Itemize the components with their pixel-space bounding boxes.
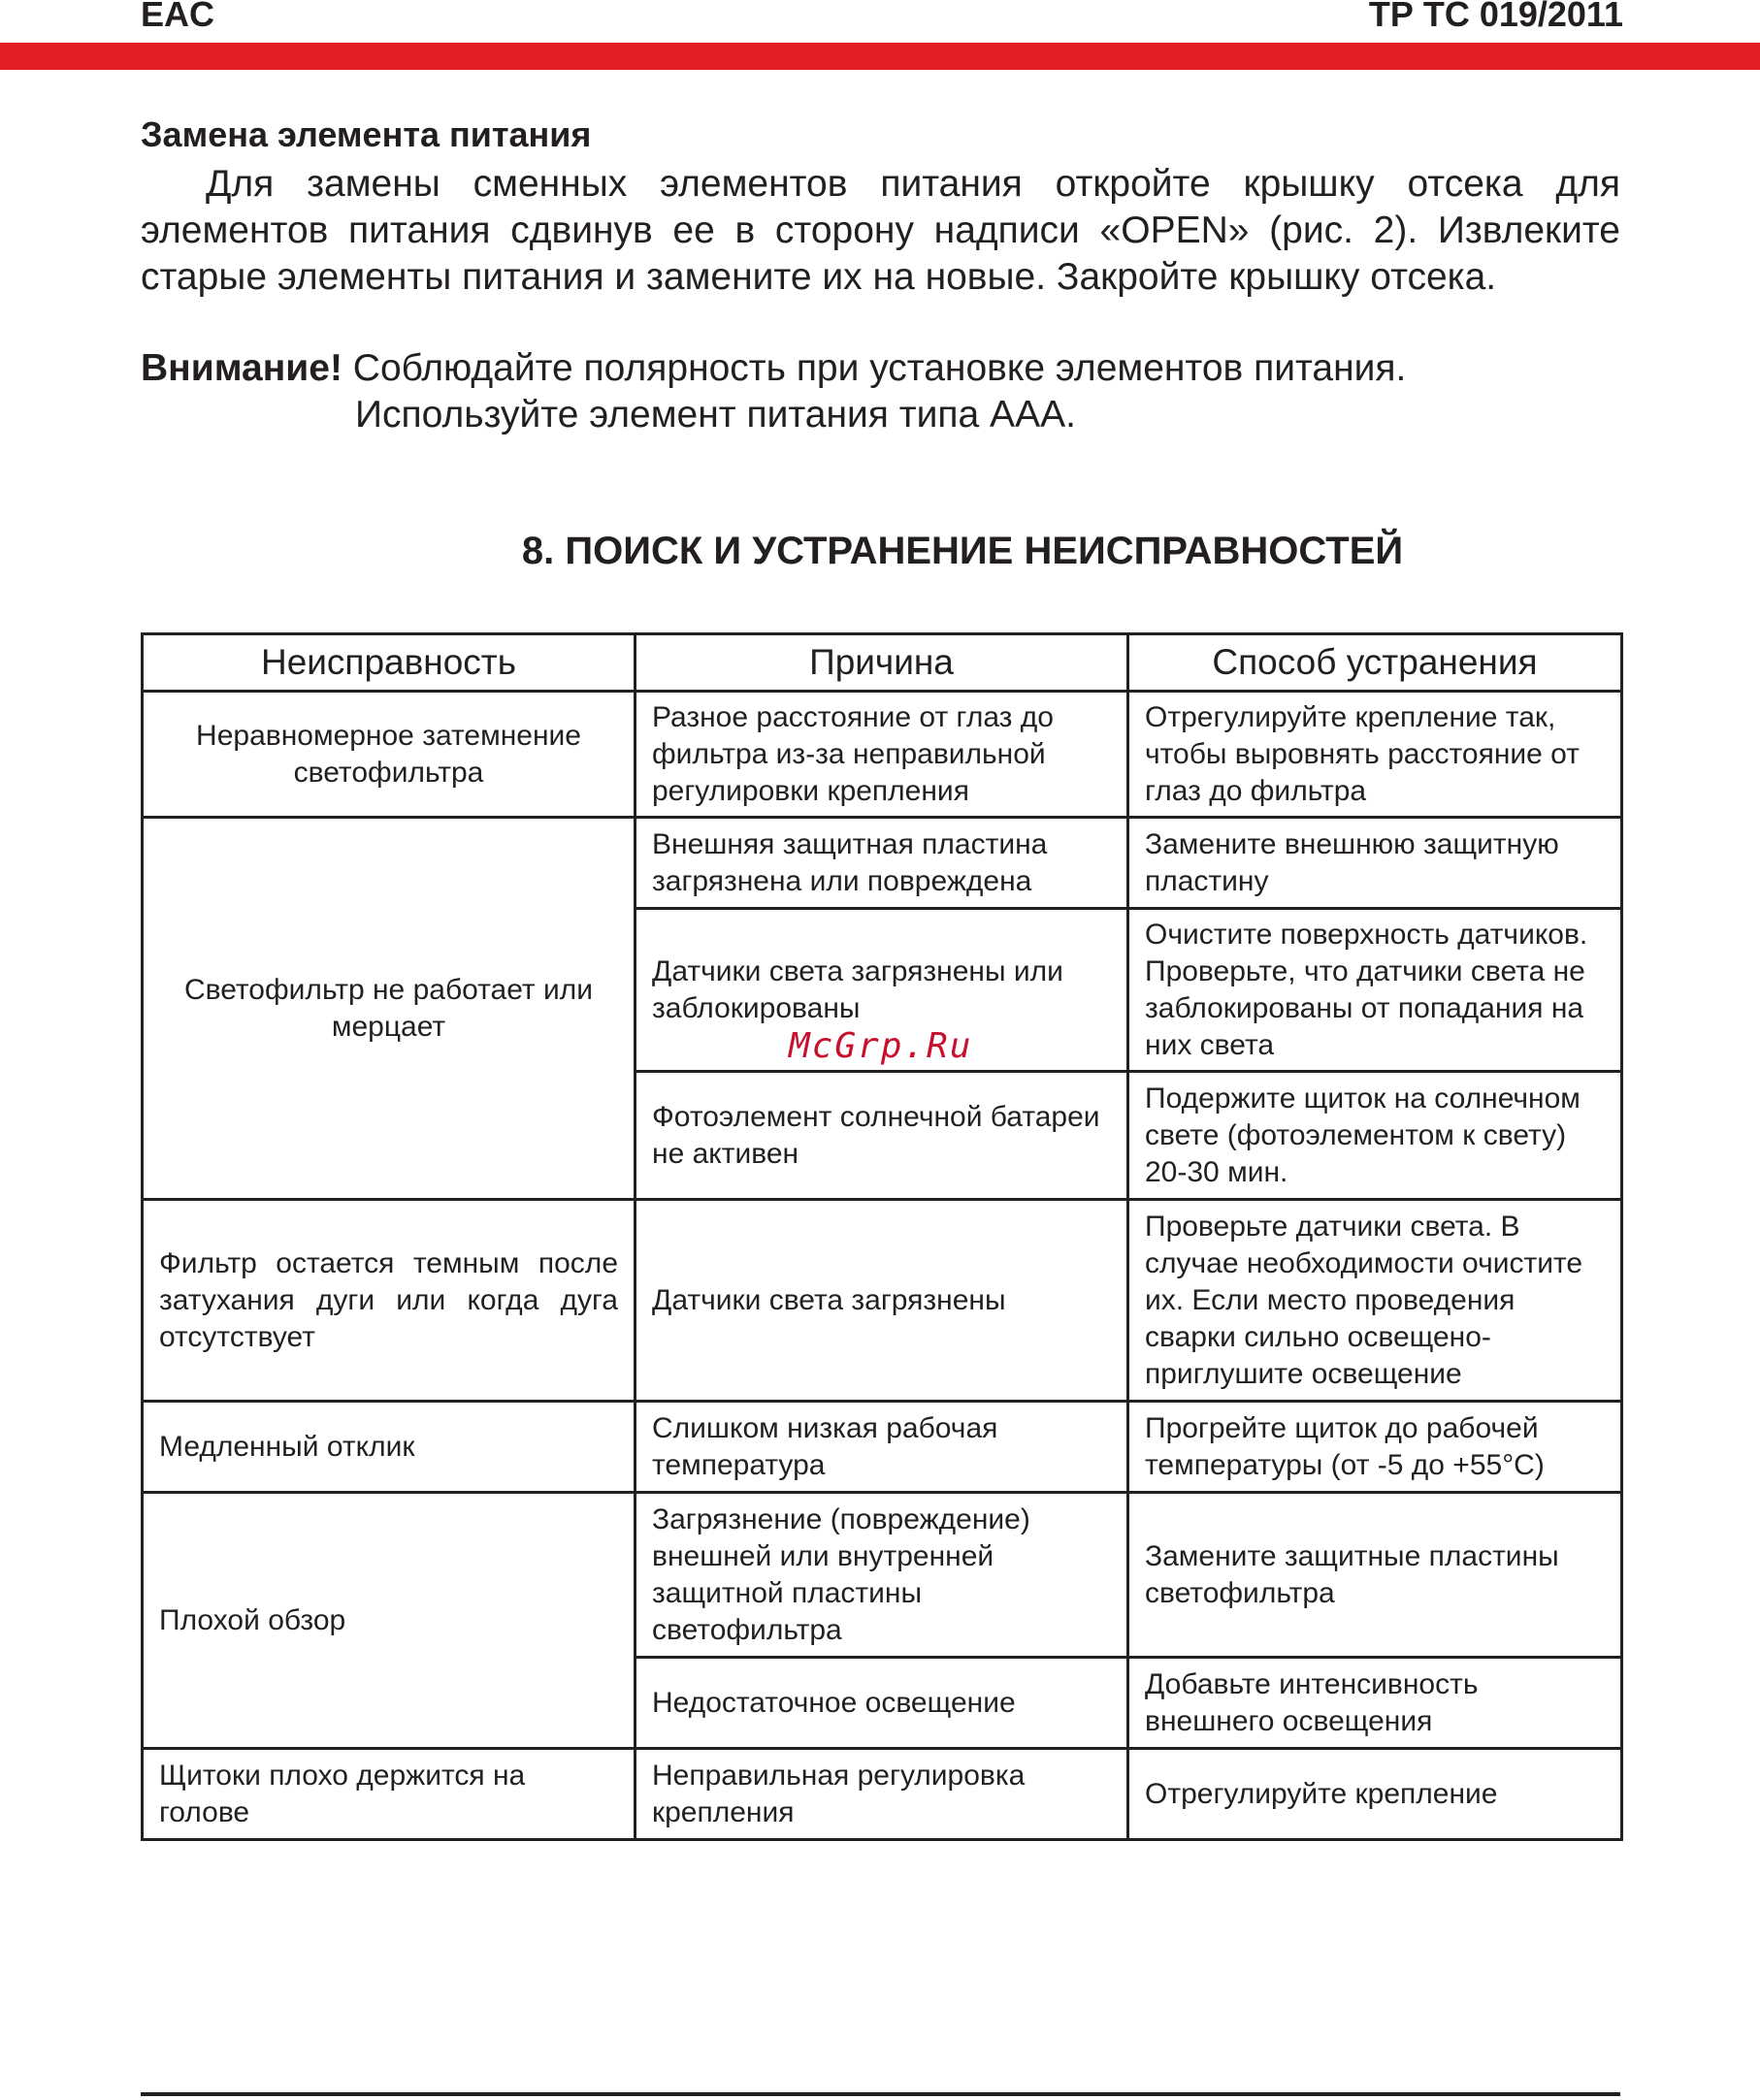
header-fix: Способ устранения <box>1128 634 1622 692</box>
fault-cell: Щитоки плохо держится на голове <box>143 1749 636 1840</box>
troubleshooting-table <box>141 632 1623 1841</box>
warning-label: Внимание! <box>141 347 342 389</box>
cause-cell: Внешняя защитная пластина загрязнена или повреждена <box>636 818 1128 909</box>
table-header-row <box>143 634 1622 692</box>
fault-cell: Фильтр остается темным после затухания дуги или когда дуга отсутствует <box>143 1200 636 1402</box>
cause-cell: Разное расстояние от глаз до фильтра из-за неправильной регулировки крепления <box>636 692 1128 818</box>
fix-cell: Замените защитные пластины светофильтра <box>1128 1493 1622 1658</box>
table-row <box>143 1749 1622 1840</box>
header-fault: Неисправность <box>143 634 636 692</box>
cause-cell: Неправильная регулировка крепления <box>636 1749 1128 1840</box>
warning-block <box>141 345 1620 438</box>
warning-line-2: Используйте элемент питания типа AAA. <box>355 394 1076 436</box>
header-red-bar <box>0 43 1760 70</box>
fix-cell: Прогрейте щиток до рабочей температуры (от -5 до +55°С) <box>1128 1402 1622 1493</box>
header-cause: Причина <box>636 634 1128 692</box>
table-row <box>143 818 1622 909</box>
fault-cell: Плохой обзор <box>143 1493 636 1749</box>
footer-rule <box>141 2092 1620 2096</box>
watermark-text: McGrp.Ru <box>789 1026 973 1066</box>
fix-cell: Очистите поверхность датчиков. Проверьте, что датчики света не заблокированы от попадания на них света <box>1128 909 1622 1072</box>
table-row <box>143 1493 1622 1658</box>
fault-cell: Медленный отклик <box>143 1402 636 1493</box>
fix-cell: Добавьте интенсивность внешнего освещения <box>1128 1658 1622 1749</box>
fault-cell: Неравномерное затемнение светофильтра <box>143 692 636 818</box>
fault-cell: Светофильтр не работает или мерцает <box>143 818 636 1200</box>
header-right-standard: ТР ТС 019/2011 <box>1368 0 1623 34</box>
table-row <box>143 692 1622 818</box>
fix-cell: Отрегулируйте крепление <box>1128 1749 1622 1840</box>
cause-cell: Слишком низкая рабочая температура <box>636 1402 1128 1493</box>
cause-cell: Датчики света загрязнены <box>636 1200 1128 1402</box>
fix-cell: Отрегулируйте крепление так, чтобы выровнять расстояние от глаз до фильтра <box>1128 692 1622 818</box>
section-title: Замена элемента питания <box>141 114 592 154</box>
fix-cell: Подержите щиток на солнечном свете (фотоэлементом к свету) 20-30 мин. <box>1128 1072 1622 1200</box>
table-row <box>143 1402 1622 1493</box>
cause-cell: Недостаточное освещение <box>636 1658 1128 1749</box>
chapter-title: 8. ПОИСК И УСТРАНЕНИЕ НЕИСПРАВНОСТЕЙ <box>521 530 1404 572</box>
header-left-eac: EAC <box>141 0 215 34</box>
fix-cell: Проверьте датчики света. В случае необходимости очистите их. Если место проведения сварки сильно освещено-приглушите освещение <box>1128 1200 1622 1402</box>
table-row <box>143 1200 1622 1402</box>
cause-cell: Фотоэлемент солнечной батареи не активен <box>636 1072 1128 1200</box>
battery-paragraph: Для замены сменных элементов питания откройте крышку отсека для элементов питания сдвинув ее в сторону надписи «OPEN» (рис. 2). Извлеките старые элементы питания и замените их на новые. Закройте крышку отсека. <box>141 163 1620 298</box>
cause-cell: Датчики света загрязнены или заблокированы <box>636 909 1128 1072</box>
fix-cell: Замените внешнюю защитную пластину <box>1128 818 1622 909</box>
cause-cell: Загрязнение (повреждение) внешней или внутренней защитной пластины светофильтра <box>636 1493 1128 1658</box>
warning-line-1: Соблюдайте полярность при установке элементов питания. <box>352 347 1407 389</box>
